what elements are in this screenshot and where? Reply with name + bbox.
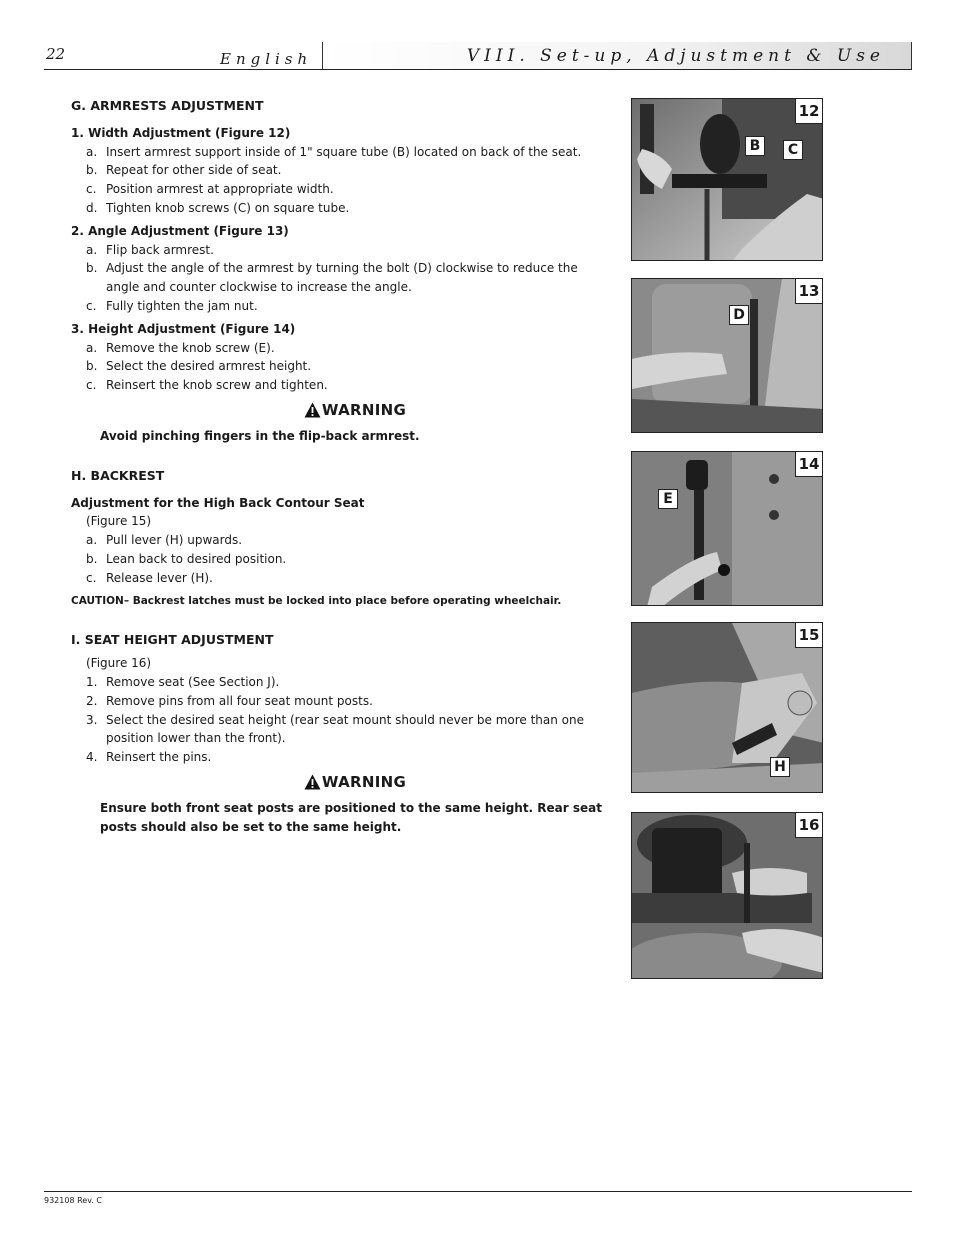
- list-text: Repeat for other side of seat.: [106, 163, 282, 178]
- section-title-box: [322, 42, 912, 70]
- angle-step-item: [71, 297, 611, 316]
- section-title: VIII. Set-up, Adjustment & Use: [466, 46, 885, 66]
- list-text: Select the desired armrest height.: [106, 359, 312, 374]
- height-adjustment-title: 3. Height Adjustment (Figure 14): [71, 321, 296, 336]
- warning-triangle-icon: [304, 402, 321, 418]
- page-header: [44, 42, 912, 70]
- list-marker: 1.: [86, 674, 98, 689]
- backrest-caution: CAUTION– Backrest latches must be locked into place before operating wheelchair.: [71, 594, 562, 607]
- height-step-item: [71, 376, 611, 395]
- list-marker: 3.: [86, 712, 98, 727]
- angle-adjustment-title: 2. Angle Adjustment (Figure 13): [71, 223, 289, 238]
- height-step-item: [71, 339, 611, 358]
- figure-12: [631, 98, 823, 261]
- backrest-figure-ref: (Figure 15): [86, 514, 152, 529]
- angle-step-item: [71, 259, 611, 297]
- list-text: Position armrest at appropriate width.: [106, 182, 334, 197]
- figure-14: [631, 451, 823, 606]
- warning-label: WARNING: [321, 772, 407, 791]
- width-step-item: [71, 143, 611, 162]
- list-marker: c.: [86, 570, 97, 585]
- seat-height-figure-ref: (Figure 16): [86, 656, 152, 671]
- width-step-item: [71, 161, 611, 180]
- section-h-title: H. BACKREST: [71, 467, 165, 483]
- section-g-title: G. ARMRESTS ADJUSTMENT: [71, 98, 264, 113]
- armrest-warning-heading: [99, 399, 611, 421]
- list-text: Fully tighten the jam nut.: [106, 298, 258, 313]
- list-text: Remove seat (See Section J).: [106, 674, 280, 689]
- list-text: Flip back armrest.: [106, 242, 214, 257]
- list-marker: b.: [86, 163, 98, 178]
- seat-warning-text: Ensure both front seat posts are positioned to the same height. Rear seat posts should also be set to the same height.: [100, 800, 602, 834]
- backrest-subtitle: Adjustment for the High Back Contour Seat: [71, 495, 365, 510]
- backrest-step-item: [71, 569, 611, 588]
- figure-number: 15: [795, 623, 822, 648]
- list-text: Adjust the angle of the armrest by turning the bolt (D) clockwise to reduce the angle and counter clockwise to increase the angle.: [106, 261, 578, 295]
- figure-16: [631, 812, 823, 979]
- figure-number: 14: [795, 452, 822, 477]
- list-marker: b.: [86, 359, 98, 374]
- armrest-warning-text: Avoid pinching fingers in the flip-back armrest.: [100, 428, 420, 443]
- backrest-lever-photo: [632, 623, 823, 793]
- seat-height-step-item: [71, 711, 611, 749]
- list-text: Tighten knob screws (C) on square tube.: [106, 200, 350, 215]
- width-adjustment-steps: [71, 143, 611, 218]
- width-step-item: [71, 199, 611, 218]
- width-adjustment-title: 1. Width Adjustment (Figure 12): [71, 125, 291, 140]
- list-text: Release lever (H).: [106, 570, 213, 585]
- list-marker: c.: [86, 298, 97, 313]
- list-marker: 2.: [86, 693, 98, 708]
- list-text: Reinsert the knob screw and tighten.: [106, 378, 328, 393]
- figure-number: 16: [795, 813, 822, 838]
- seat-warning-heading: [99, 771, 611, 793]
- callout-d: D: [729, 305, 749, 325]
- backrest-step-item: [71, 531, 611, 550]
- figure-15: [631, 622, 823, 793]
- header-rule: [44, 69, 912, 70]
- list-marker: a.: [86, 144, 98, 159]
- page-number: 22: [46, 45, 66, 63]
- list-text: Lean back to desired position.: [106, 551, 287, 566]
- seat-height-step-item: [71, 692, 611, 711]
- figure-number: 13: [795, 279, 822, 304]
- content-column: [71, 97, 611, 837]
- angle-step-item: [71, 241, 611, 260]
- seat-height-step-item: [71, 748, 611, 767]
- list-marker: c.: [86, 182, 97, 197]
- seat-height-step-item: [71, 673, 611, 692]
- list-text: Remove pins from all four seat mount posts.: [106, 693, 373, 708]
- callout-e: E: [658, 489, 678, 509]
- list-text: Insert armrest support inside of 1" square tube (B) located on back of the seat.: [106, 144, 582, 159]
- warning-triangle-icon: [304, 774, 321, 790]
- callout-h: H: [770, 757, 790, 777]
- height-step-item: [71, 357, 611, 376]
- figure-13: [631, 278, 823, 433]
- figure-number: 12: [795, 99, 822, 124]
- language-label: English: [220, 50, 313, 68]
- seat-height-steps: [71, 673, 611, 767]
- document-code: 932108 Rev. C: [44, 1196, 102, 1205]
- height-adjustment-steps: [71, 339, 611, 395]
- list-text: Pull lever (H) upwards.: [106, 533, 243, 548]
- list-text: Select the desired seat height (rear seat mount should never be more than one position lower than the front).: [106, 712, 585, 746]
- footer-rule: [44, 1191, 912, 1192]
- list-marker: 4.: [86, 750, 98, 765]
- callout-c: C: [783, 140, 803, 160]
- list-marker: c.: [86, 378, 97, 393]
- list-marker: a.: [86, 533, 98, 548]
- list-marker: a.: [86, 242, 98, 257]
- list-marker: b.: [86, 261, 98, 276]
- list-text: Remove the knob screw (E).: [106, 340, 275, 355]
- width-step-item: [71, 180, 611, 199]
- angle-adjustment-steps: [71, 241, 611, 316]
- warning-label: WARNING: [321, 400, 407, 419]
- list-text: Reinsert the pins.: [106, 750, 212, 765]
- list-marker: b.: [86, 551, 98, 566]
- callout-b: B: [745, 136, 765, 156]
- list-marker: a.: [86, 340, 98, 355]
- backrest-steps: [71, 531, 611, 587]
- list-marker: d.: [86, 200, 98, 215]
- section-i-title: I. SEAT HEIGHT ADJUSTMENT: [71, 632, 274, 648]
- backrest-step-item: [71, 550, 611, 569]
